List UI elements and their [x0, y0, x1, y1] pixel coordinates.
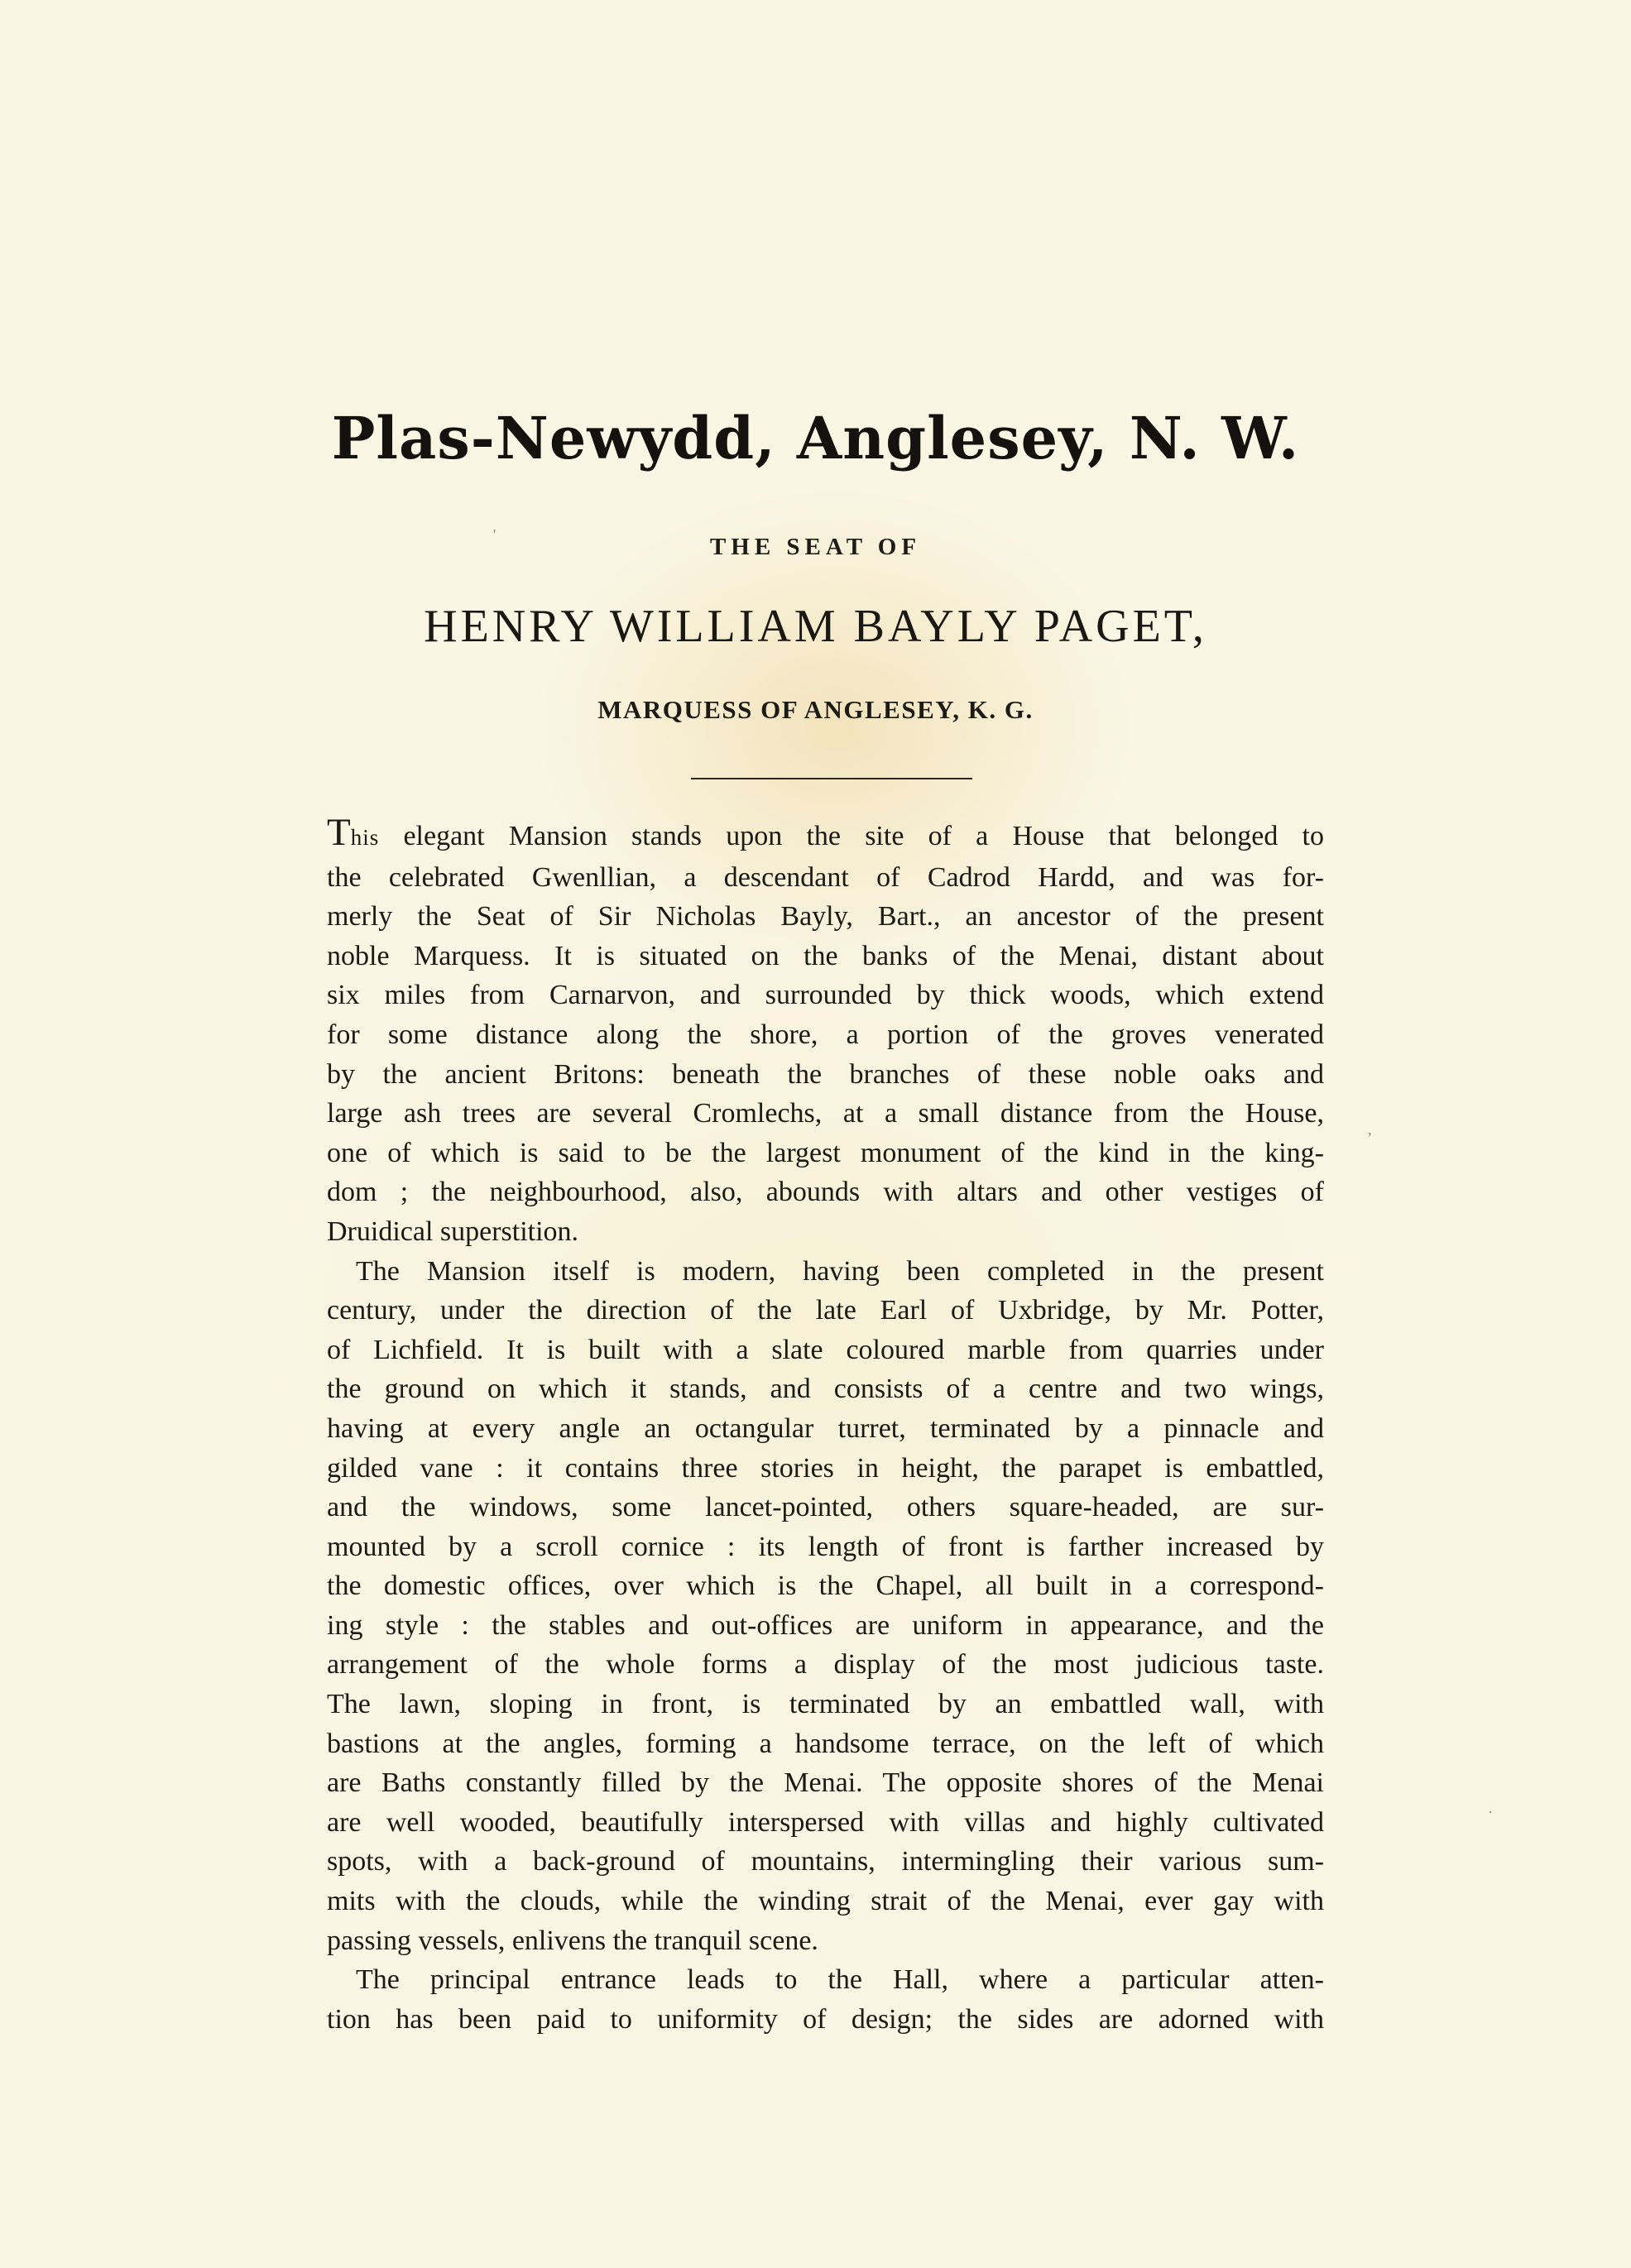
text-line: ing style : the stables and out-offices are uniform in appearance, and the — [327, 1609, 1324, 1641]
text-line: noble Marquess. It is situated on the banks of the Menai, distant about — [327, 940, 1324, 971]
text-line: the celebrated Gwenllian, a descendant of Cadrod Hardd, and was for- — [327, 861, 1324, 893]
text-line: spots, with a back-ground of mountains, intermingling their various sum- — [327, 1846, 1324, 1877]
text-line: the domestic offices, over which is the Chapel, all built in a correspond- — [327, 1570, 1324, 1602]
text-line: large ash trees are several Cromlechs, at a small distance from the House, — [327, 1098, 1324, 1129]
first-word-rest: his — [350, 825, 380, 850]
owner-title: MARQUESS OF ANGLESEY, K. G. — [597, 695, 1034, 724]
text-line: bastions at the angles, forming a handsome terrace, on the left of which — [327, 1728, 1324, 1759]
owner-name: HENRY WILLIAM BAYLY PAGET, — [424, 601, 1207, 652]
text-line: merly the Seat of Sir Nicholas Bayly, Bart., an ancestor of the present — [327, 901, 1324, 933]
seat-of-label: THE SEAT OF — [709, 534, 922, 560]
text-line: The lawn, sloping in front, is terminated by an embattled wall, with — [327, 1689, 1324, 1720]
text-line: having at every angle an octangular turret, terminated by a pinnacle and — [327, 1412, 1324, 1444]
text-line: are Baths constantly filled by the Menai. The opposite shores of the Menai — [327, 1767, 1324, 1799]
text-line: one of which is said to be the largest monument of the kind in the king- — [327, 1137, 1324, 1168]
text-line: mounted by a scroll cornice : its length of front is farther increased by — [327, 1531, 1324, 1562]
text-line: and the windows, some lancet-pointed, others square-headed, are sur- — [327, 1492, 1324, 1523]
body-text — [327, 813, 1324, 2039]
text-line: This elegant Mansion stands upon the site of a House that belonged to — [327, 811, 1325, 854]
text-line: the ground on which it stands, and consists of a centre and two wings, — [327, 1374, 1324, 1405]
paper-speck: , — [1368, 1121, 1372, 1138]
divider-rule — [691, 778, 972, 779]
paper-speck: · — [1488, 1804, 1493, 1820]
text-line: The Mansion itself is modern, having been completed in the present — [356, 1255, 1324, 1287]
text-line: tion has been paid to uniformity of design; the sides are adorned with — [327, 2003, 1324, 2035]
text-line: mits with the clouds, while the winding strait of the Menai, ever gay with — [327, 1886, 1324, 1917]
text-line: The principal entrance leads to the Hall, where a particular atten- — [356, 1964, 1324, 1996]
drop-cap: T — [327, 811, 351, 854]
text-line: arrangement of the whole forms a display of the most judicious taste. — [327, 1649, 1324, 1681]
page-title: Plas-Newydd, Anglesey, N. W. — [331, 404, 1300, 472]
text-line: of Lichfield. It is built with a slate coloured marble from quarries under — [327, 1334, 1324, 1365]
text-line: six miles from Carnarvon, and surrounded by thick woods, which extend — [327, 980, 1324, 1011]
text-line: passing vessels, enlivens the tranquil scene. — [327, 1925, 818, 1956]
text-line: dom ; the neighbourhood, also, abounds with altars and other vestiges of — [327, 1177, 1324, 1208]
text-line: gilded vane : it contains three stories in height, the parapet is embattled, — [327, 1452, 1324, 1484]
paper-speck: ' — [493, 526, 496, 543]
text-line: century, under the direction of the late Earl of Uxbridge, by Mr. Potter, — [327, 1295, 1324, 1326]
text-line: Druidical superstition. — [327, 1216, 579, 1247]
text-line: for some distance along the shore, a portion of the groves venerated — [327, 1019, 1324, 1050]
text-line: by the ancient Britons: beneath the branches of these noble oaks and — [327, 1058, 1324, 1090]
text-line: are well wooded, beautifully interspersed with villas and highly cultivated — [327, 1806, 1324, 1838]
